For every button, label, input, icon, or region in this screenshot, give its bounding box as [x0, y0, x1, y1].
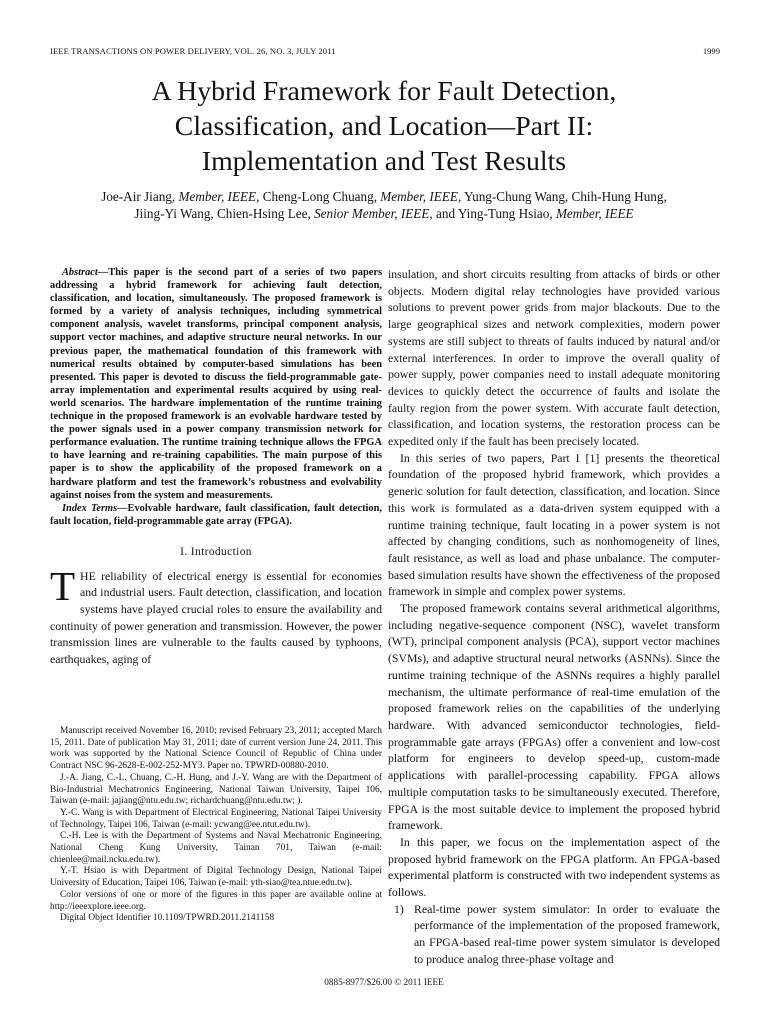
author-name: Joe-Air Jiang, [101, 189, 179, 204]
index-terms-text: Evolvable hardware, fault classification, fault detection, fault location, field-programmable gate array (FPGA). [50, 502, 382, 527]
author-role: Member, IEEE [555, 205, 634, 221]
right-column [388, 266, 720, 968]
body-paragraph: insulation, and short circuits resulting from attacks of birds or other objects. Modern digital relay technologies have provided various solutions to prevent power grids from major blackouts. Due to the large geographical sizes and network complexities, modern power systems are still subject to threats of faults induced by natural and/or external interferences. In order to improve the overall quality of power supply, power companies need to install adequate monitoring devices to quickly detect the occurrence of faults and isolate the faulty region from the power system. With accurate fault detection, classification, and location systems, the restoration process can be expedited only if the fault has been precisely located. [388, 267, 720, 449]
footnote: C.-H. Lee is with the Department of Systems and Naval Mechatronic Engineering, National Cheng Kung University, Tainan 701, Taiwan (e-mail: chienlee@mail.ncku.edu.tw). [50, 831, 382, 865]
author-role: Member, IEEE [380, 189, 458, 204]
author-line [40, 189, 728, 206]
left-column [50, 266, 382, 668]
copyright-footer: 0885-8977/$26.00 © 2011 IEEE [324, 977, 444, 987]
index-terms-label: Index Terms— [62, 502, 128, 514]
abstract-label: Abstract— [62, 267, 109, 278]
list-number: 1) [394, 901, 404, 916]
footnote: Color versions of one or more of the figures in this paper are available online at http://ieeexplore.ieee.org. [50, 889, 382, 912]
footnote: Manuscript received November 16, 2010; revised February 23, 2011; accepted March 15, 2011. Date of publication May 31, 2011; date of current version June 24, 2011. This work was supported by the National Science Council of Republic of China under Contract NSC 96-2628-E-002-252-MY3. Paper no. TPWRD-00880-2010. [50, 726, 382, 772]
footnotes [50, 726, 382, 925]
list-item [388, 901, 720, 968]
body-paragraph: In this series of two papers, Part I [1] presents the theoretical foundation of the proposed hybrid framework, which provides a generic solution for fault detection, classification, and location. Since this work is formulated as a data-driven system equipped with a runtime training technique, fault locating in a power system is not affected by changing conditions, such as nonhomogeneity of lines, fault resistance, as well as load and phase unbalance. The computer-based simulation results have shown the effectiveness of the proposed framework in simple and complex power systems. [388, 450, 720, 599]
intro-text: HE reliability of electrical energy is essential for economies and industrial users. Fault detection, classification, and location systems have played crucial roles to ensure the availability and continuity of power generation and transmission. However, the power transmission lines are vulnerable to the faults caused by typhoons, earthquakes, aging of [50, 568, 382, 667]
drop-cap: T [50, 562, 76, 609]
author-list [40, 189, 728, 222]
body-paragraph: The proposed framework contains several arithmetical algorithms, including negative-sequence component (NSC), wavelet transform (WT), principal component analysis (PCA), support vector machines (SVMs), and adaptive structural neural networks (ASNNs). Since the runtime training technique of the ASNNs requires a highly parallel mechanism, the ultimate performance of real-time emulation of the proposed framework relies on the capabilities of the underlying hardware. With advanced semiconductor technologies, field-programmable gate arrays (FPGAs) offer a convenient and low-cost platform for engineers to develop speed-up, custom-made applications with parallel-processing capability. FPGA allows multiple computation tasks to be simultaneously executed. Therefore, FPGA is the most suitable device to implement the proposed hybrid framework. [388, 601, 720, 833]
body-paragraph: In this paper, we focus on the implementation aspect of the proposed hybrid framework on the FPGA platform. An FPGA-based experimental platform is constructed with two independent systems as follows. [388, 834, 720, 900]
author-name: , and Ying-Tung Hsiao, [429, 205, 556, 221]
author-name: , Yung-Chung Wang, Chih-Hung Hung, [457, 189, 667, 204]
paper-title [40, 74, 728, 179]
list-text: Real-time power system simulator: In order to evaluate the performance of the implementation of the proposed framework, an FPGA-based real-time power system simulator is developed to produce analog three-phase voltage and [414, 901, 720, 966]
page-number: 1999 [702, 46, 720, 56]
title-line: Classification, and Location—Part II: [174, 111, 594, 142]
intro-paragraph [50, 562, 382, 668]
index-terms [50, 502, 382, 528]
section-heading: I. Introduction [180, 545, 252, 558]
footnote: Y.-T. Hsiao is with Department of Digital Technology Design, National Taipei University of Education, Taipei 106, Taiwan (e-mail: yth-siao@tea.ntue.edu.tw). [50, 866, 382, 889]
author-line [40, 206, 728, 223]
footnote: J.-A. Jiang, C.-L. Chuang, C.-H. Hung, and J.-Y. Wang are with the Department of Bio-Industrial Mechatronics Engineering, National Taiwan University, Taipei 106, Taiwan (e-mail: jajiang@ntu.edu.tw; richardchuang@ntu.edu.tw; ). [50, 772, 382, 807]
footnote: Y.-C. Wang is with Department of Electrical Engineering, National Taipei University of Technology, Taipei 106, Taiwan (e-mail: ycwang@ee.ntut.edu.tw). [50, 807, 382, 830]
author-role: Senior Member, IEEE [314, 205, 430, 221]
journal-header: IEEE TRANSACTIONS ON POWER DELIVERY, VOL. 26, NO. 3, JULY 2011 [50, 46, 336, 56]
title-line: A Hybrid Framework for Fault Detection, [151, 76, 617, 107]
author-name: Jiing-Yi Wang, Chien-Hsing Lee, [134, 205, 315, 221]
footnote: Digital Object Identifier 10.1109/TPWRD.2011.2141158 [60, 913, 275, 924]
abstract [50, 266, 382, 502]
abstract-text: This paper is the second part of a series of two papers addressing a hybrid framework for achieving fault detection, classification, and location, simultaneously. The proposed framework is formed by a variety of analysis techniques, including symmetrical component analysis, wavelet transforms, principal component analysis, support vector machines, and adaptive structure neural networks. In our previous paper, the mathematical foundation of this framework with numerical results obtained by computer-based simulations has been presented. This paper is devoted to discuss the field-programmable gate-array implementation and experimental results acquired by using real-world scenarios. The hardware implementation of the runtime training technique in the proposed framework is an evolvable hardware tested by the power signals used in a power company transmission network for performance evaluation. The runtime training technique allows the FPGA to have learning and re-training capabilities. The main purpose of this paper is to show the applicability of the proposed framework on a hardware platform and test the framework’s robustness and evolvability against noises from the system and measurements. [50, 267, 382, 501]
title-line: Implementation and Test Results [201, 146, 567, 177]
author-role: Member, IEEE [178, 189, 257, 204]
author-name: , Cheng-Long Chuang, [256, 189, 381, 204]
